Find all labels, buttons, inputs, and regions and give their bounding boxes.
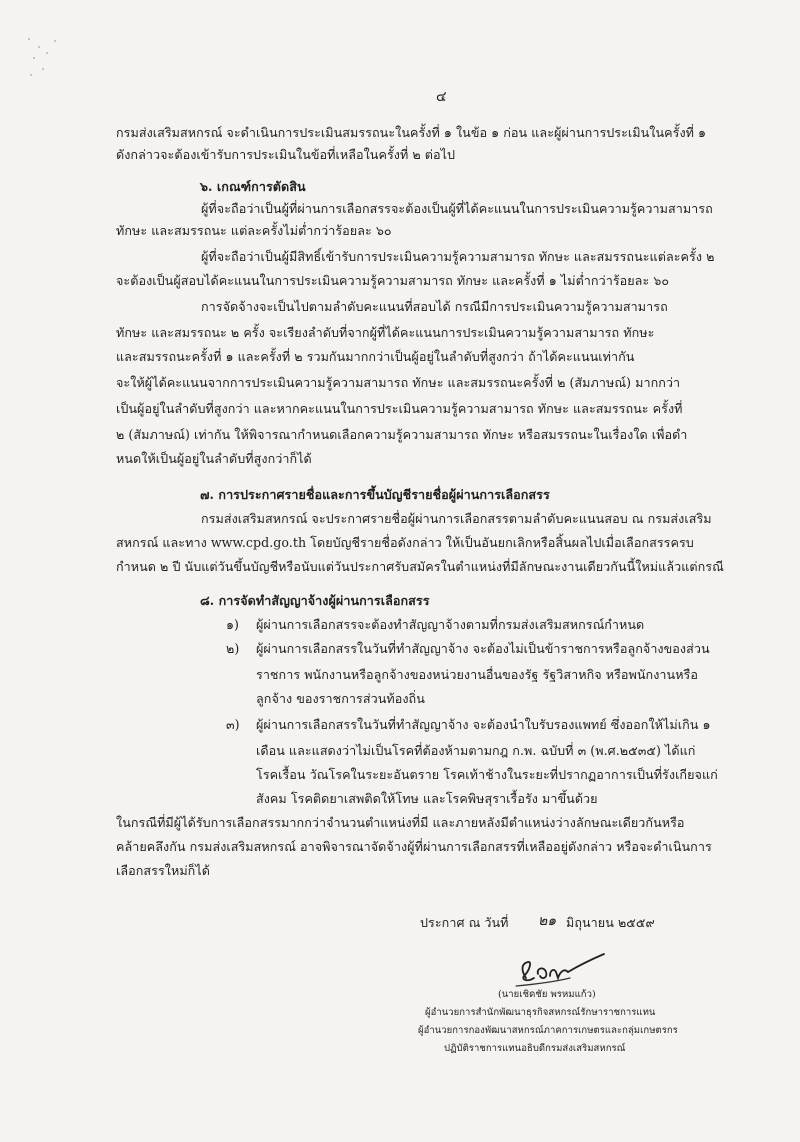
speck <box>38 46 40 48</box>
section-6-line: จะต้องเป็นผู้สอบได้คะแนนในการประเมินความรู้ความสามารถ ทักษะ และครั้งที่ ๑ ไม่ต่ำกว่าร้อยละ ๖๐ <box>116 273 670 288</box>
section-6-line: ผู้ที่จะถือว่าเป็นผู้ที่ผ่านการเลือกสรรจะต้องเป็นผู้ที่ได้คะแนนในการประเมินความรู้ความสามารถ <box>201 201 713 216</box>
section-7-heading: ๗. การประกาศรายชื่อและการขึ้นบัญชีรายชื่อผู้ผ่านการเลือกสรร <box>200 487 550 502</box>
scan-speckles <box>24 30 84 90</box>
section-6-line: ๒ (สัมภาษณ์) เท่ากัน ให้พิจารณากำหนดเลือกความรู้ความสามารถ ทักษะ หรือสมรรถนะในเรื่องใด เพื่อดำ <box>116 427 688 442</box>
list-item-line: เดือน และแสดงว่าไม่เป็นโรคที่ต้องห้ามตามกฎ ก.พ. ฉบับที่ ๓ (พ.ศ.๒๕๓๕) ได้แก่ <box>256 743 696 758</box>
list-item-line: ผู้ผ่านการเลือกสรรในวันที่ทำสัญญาจ้าง จะต้องไม่เป็นข้าราชการหรือลูกจ้างของส่วน <box>256 641 710 656</box>
list-item-number: ๒) <box>226 641 240 656</box>
announcement-prefix: ประกาศ ณ วันที่ <box>420 915 509 930</box>
section-6-line: ทักษะ และสมรรถนะ แต่ละครั้งไม่ต่ำกว่าร้อยละ ๖๐ <box>116 223 392 238</box>
intro-line: กรมส่งเสริมสหกรณ์ จะดำเนินการประเมินสมรรถนะในครั้งที่ ๑ ในข้อ ๑ ก่อน และผู้ผ่านการประเมินในครั้งที่ ๑ <box>116 125 707 140</box>
section-7-line: สหกรณ์ และทาง www.cpd.go.th โดยบัญชีรายชื่อดังกล่าว ให้เป็นอันยกเลิกหรือสิ้นผลไปเมื่อเลือกสรรครบ <box>116 535 694 550</box>
page-number: ๔ <box>436 89 447 105</box>
list-item-line: ราชการ พนักงานหรือลูกจ้างของหน่วยงานอื่นของรัฐ รัฐวิสาหกิจ หรือพนักงานหรือ <box>256 667 698 682</box>
list-item-line: สังคม โรคติดยาเสพติดให้โทษ และโรคพิษสุราเรื้อรัง มาขึ้นด้วย <box>256 791 598 806</box>
signatory-name: (นายเชิดชัย พรหมแก้ว) <box>498 989 596 1000</box>
closing-line: ในกรณีที่มีผู้ได้รับการเลือกสรรมากกว่าจำนวนตำแหน่งที่มี และภายหลังมีตำแหน่งว่างลักษณะเดียวกันหรือ <box>116 815 685 830</box>
signatory-title-line: ปฏิบัติราชการแทนอธิบดีกรมส่งเสริมสหกรณ์ <box>444 1043 626 1054</box>
signatory-title-line: ผู้อำนวยการกองพัฒนาสหกรณ์ภาคการเกษตรและกลุ่มเกษตรกร <box>418 1025 678 1036</box>
list-item-line: โรคเรื้อน วัณโรคในระยะอันตราย โรคเท้าช้างในระยะที่ปรากฏอาการเป็นที่รังเกียจแก่ <box>256 767 718 782</box>
list-item-line: ผู้ผ่านการเลือกสรรในวันที่ทำสัญญาจ้าง จะต้องนำใบรับรองแพทย์ ซึ่งออกให้ไม่เกิน ๑ <box>256 717 711 732</box>
list-item-number: ๑) <box>226 617 240 632</box>
list-item-line: ผู้ผ่านการเลือกสรรจะต้องทำสัญญาจ้างตามที่กรมส่งเสริมสหกรณ์กำหนด <box>256 617 645 632</box>
section-6-line: การจัดจ้างจะเป็นไปตามลำดับคะแนนที่สอบได้ กรณีมีการประเมินความรู้ความสามารถ <box>201 299 668 314</box>
section-7-line: กรมส่งเสริมสหกรณ์ จะประกาศรายชื่อผู้ผ่านการเลือกสรรตามลำดับคะแนนสอบ ณ กรมส่งเสริม <box>201 511 712 526</box>
closing-line: คล้ายคลึงกัน กรมส่งเสริมสหกรณ์ อาจพิจารณาจัดจ้างผู้ที่ผ่านการเลือกสรรที่เหลืออยู่ดังกล่าว หรือจะดำเนินการ <box>116 839 712 854</box>
section-8-heading: ๘. การจัดทำสัญญาจ้างผู้ผ่านการเลือกสรร <box>200 593 430 608</box>
announcement-month-year: มิถุนายน ๒๕๕๙ <box>566 915 655 930</box>
speck <box>30 74 32 76</box>
section-6-heading: ๖. เกณฑ์การตัดสิน <box>200 179 306 194</box>
speck <box>46 52 48 54</box>
speck <box>54 40 56 42</box>
intro-line: ดังกล่าวจะต้องเข้ารับการประเมินในข้อที่เหลือในครั้งที่ ๒ ต่อไป <box>116 147 456 162</box>
signatory-title-line: ผู้อำนวยการสำนักพัฒนาธุรกิจสหกรณ์รักษาราชการแทน <box>425 1007 656 1018</box>
section-6-line: ผู้ที่จะถือว่าเป็นผู้มีสิทธิ์เข้ารับการประเมินความรู้ความสามารถ ทักษะ และสมรรถนะแต่ละครั้ง ๒ <box>201 249 715 264</box>
speck <box>28 38 30 40</box>
speck <box>33 57 35 59</box>
list-item-number: ๓) <box>226 717 240 732</box>
section-6-line: จะให้ผู้ได้คะแนนจากการประเมินความรู้ความสามารถ ทักษะ และสมรรถนะครั้งที่ ๒ (สัมภาษณ์) มากกว่า <box>116 375 681 390</box>
section-7-line: กำหนด ๒ ปี นับแต่วันขึ้นบัญชีหรือนับแต่วันประกาศรับสมัครในตำแหน่งที่มีลักษณะงานเดียวกันนี้ใหม่แล้วแต่กรณี <box>116 559 724 574</box>
list-item-line: ลูกจ้าง ของราชการส่วนท้องถิ่น <box>256 691 425 706</box>
announcement-day: ๒๑ <box>538 913 557 929</box>
speck <box>42 68 44 70</box>
closing-line: เลือกสรรใหม่ก็ได้ <box>116 863 210 878</box>
section-6-line: และสมรรถนะครั้งที่ ๑ และครั้งที่ ๒ รวมกันมากกว่าเป็นผู้อยู่ในลำดับที่สูงกว่า ถ้าได้คะแนนเท่ากัน <box>116 349 635 364</box>
section-6-line: เป็นผู้อยู่ในลำดับที่สูงกว่า และหากคะแนนในการประเมินความรู้ความสามารถ ทักษะ และสมรรถนะ ครั้งที่ <box>116 401 683 416</box>
section-6-line: ทักษะ และสมรรถนะ ๒ ครั้ง จะเรียงลำดับที่จากผู้ที่ได้คะแนนการประเมินความรู้ความสามารถ ทักษะ <box>116 325 655 340</box>
section-6-line: หนดให้เป็นผู้อยู่ในลำดับที่สูงกว่าก็ได้ <box>116 451 312 466</box>
